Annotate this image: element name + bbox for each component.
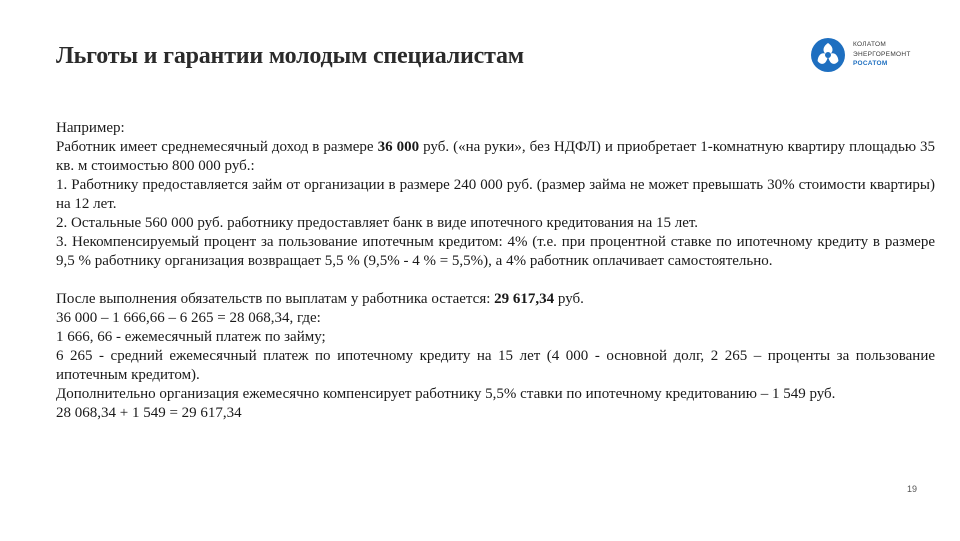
loan-payment-line: 1 666, 66 - ежемесячный платеж по займу; xyxy=(56,329,326,345)
logo-line-1: КОЛАТОМ xyxy=(853,41,887,48)
calc-line-2: 28 068,34 + 1 549 = 29 617,34 xyxy=(56,405,242,421)
example-paragraph: Работник имеет среднемесячный доход в размере 36 000 руб. («на руки», без НДФЛ) и приобретает 1-комнатную квартиру площадью 35 кв. м стоимостью 800 000 руб.: xyxy=(56,139,936,174)
compensation-line: Дополнительно организация ежемесячно компенсирует работнику 5,5% ставки по ипотечному кредитованию – 1 549 руб. xyxy=(56,386,836,402)
loan-item: 1. Работнику предоставляется займ от организации в размере 240 000 руб. (размер займа не может превышать 30% стоимости квартиры) на 12 лет. xyxy=(56,177,935,212)
company-logo xyxy=(810,36,930,76)
result-paragraph: После выполнения обязательств по выплатам у работника остается: 29 617,34 руб. xyxy=(56,291,584,307)
mortgage-item: 2. Остальные 560 000 руб. работнику предоставляет банк в виде ипотечного кредитования на 15 лет. xyxy=(56,215,699,231)
slide-number: 19 xyxy=(907,484,918,494)
logo-line-2: ЭНЕРГОРЕМОНТ xyxy=(853,50,911,58)
rosatom-logo-icon xyxy=(810,37,846,73)
intro-line: Например: xyxy=(56,120,125,136)
logo-line-3: РОСАТОМ xyxy=(853,60,888,67)
slide-body xyxy=(56,119,935,423)
logo-text xyxy=(853,40,911,69)
mortgage-payment-line: 6 265 - средний ежемесячный платеж по ипотечному кредиту на 15 лет (4 000 - основной долг, 2 265 – проценты за пользование ипотечным кредитом). xyxy=(56,348,935,383)
slide-title: Льготы и гарантии молодым специалистам xyxy=(56,43,524,69)
calc-line-1: 36 000 – 1 666,66 – 6 265 = 28 068,34, где: xyxy=(56,310,321,326)
interest-item: 3. Некомпенсируемый процент за пользование ипотечным кредитом: 4% (т.е. при процентной ставке по ипотечному кредиту в размере 9,5 % работнику организация возвращает 5,5 % (9,5% - 4 % = 5,5%), а 4% работник оплачивает самостоятельно. xyxy=(56,234,935,269)
